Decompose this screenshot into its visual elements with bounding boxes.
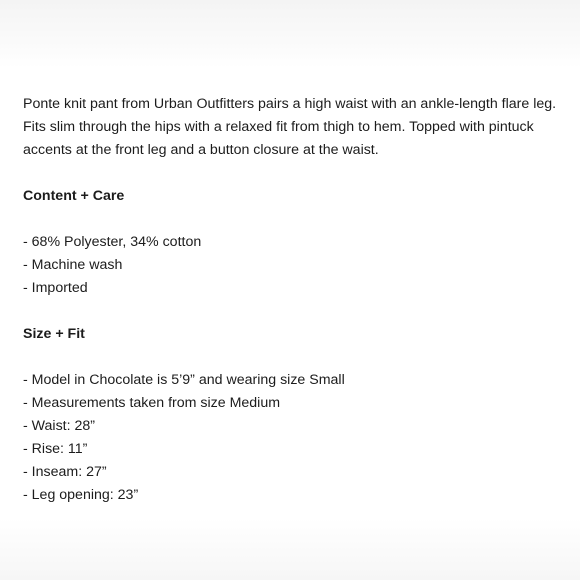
list-item: - Waist: 28” — [23, 418, 95, 434]
list-item: - Machine wash — [23, 257, 123, 273]
top-background-band — [0, 0, 580, 68]
list-item: - Model in Chocolate is 5’9” and wearing size Small — [23, 372, 345, 388]
list-item: - Measurements taken from size Medium — [23, 395, 281, 411]
content-care-list — [23, 231, 563, 300]
size-fit-heading: Size + Fit — [23, 326, 85, 342]
product-description — [23, 93, 563, 507]
list-item: - Inseam: 27” — [23, 464, 107, 480]
list-item: - 68% Polyester, 34% cotton — [23, 234, 202, 250]
content-care-heading: Content + Care — [23, 188, 125, 204]
list-item: - Rise: 11” — [23, 441, 88, 457]
description-paragraph: Ponte knit pant from Urban Outfitters pairs a high waist with an ankle-length flare leg. Fits slim through the hips with a relaxed fit from thigh to hem. Topped with pintuck accents at the front leg and a button closure at the waist. — [23, 96, 557, 158]
bottom-background-band — [0, 518, 580, 580]
list-item: - Imported — [23, 280, 88, 296]
size-fit-list — [23, 369, 563, 507]
list-item: - Leg opening: 23” — [23, 487, 139, 503]
